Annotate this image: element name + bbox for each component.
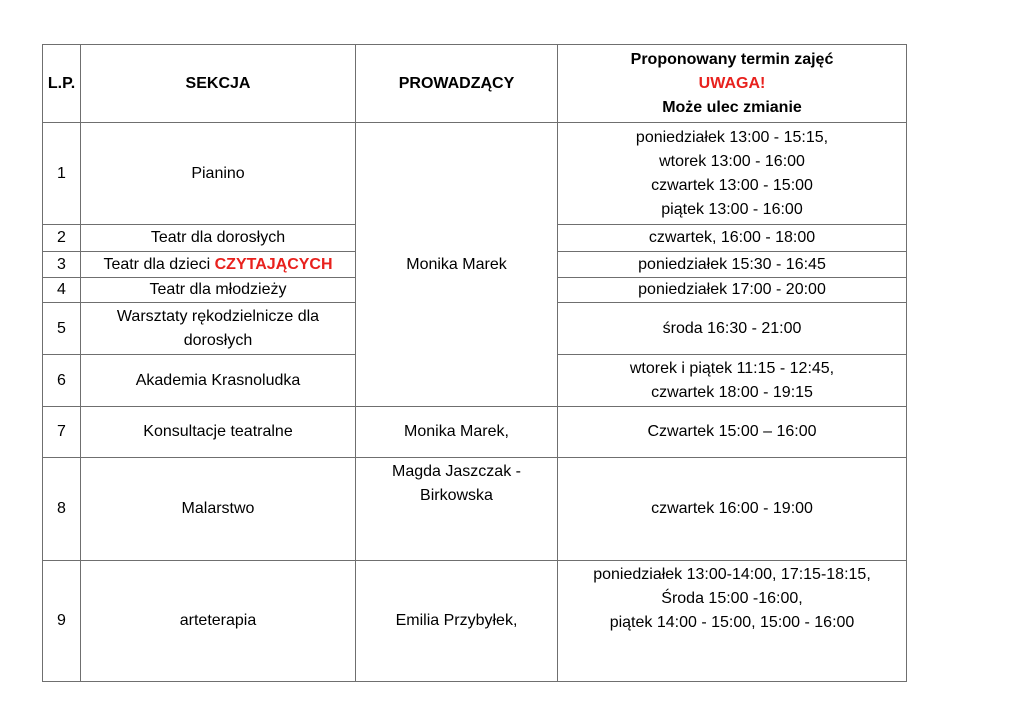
header-term-warning: UWAGA! bbox=[698, 74, 766, 92]
row-term: czwartek 16:00 - 19:00 bbox=[558, 458, 907, 561]
row-lp: 4 bbox=[43, 278, 81, 303]
table-row bbox=[43, 458, 907, 561]
header-lp: L.P. bbox=[43, 45, 81, 123]
header-term bbox=[558, 45, 907, 123]
row-term: czwartek, 16:00 - 18:00 bbox=[558, 225, 907, 252]
section-text: Teatr dla dzieci bbox=[103, 255, 215, 273]
header-term-title: Proponowany termin zajęć bbox=[630, 50, 834, 68]
row-lp: 5 bbox=[43, 303, 81, 355]
row-instructor bbox=[356, 458, 558, 561]
row-instructor: Monika Marek, bbox=[356, 407, 558, 458]
term-line: piątek 13:00 - 16:00 bbox=[661, 200, 803, 218]
instructor-line: Birkowska bbox=[420, 487, 493, 504]
term-line: wtorek i piątek 11:15 - 12:45, bbox=[629, 359, 835, 377]
row-section: Konsultacje teatralne bbox=[81, 407, 356, 458]
table-row bbox=[43, 123, 907, 225]
row-section: Malarstwo bbox=[81, 458, 356, 561]
row-lp: 2 bbox=[43, 225, 81, 252]
row-section bbox=[81, 252, 356, 278]
row-section: Pianino bbox=[81, 123, 356, 225]
row-instructor-merged: Monika Marek bbox=[356, 123, 558, 407]
instructor-line: Magda Jaszczak - bbox=[392, 463, 521, 480]
term-line: wtorek 13:00 - 16:00 bbox=[659, 152, 805, 170]
header-section: SEKCJA bbox=[81, 45, 356, 123]
table-row bbox=[43, 561, 907, 682]
row-section: Teatr dla młodzieży bbox=[81, 278, 356, 303]
row-lp: 8 bbox=[43, 458, 81, 561]
term-line: czwartek 18:00 - 19:15 bbox=[651, 383, 813, 401]
row-term: poniedziałek 17:00 - 20:00 bbox=[558, 278, 907, 303]
term-line: piątek 14:00 - 15:00, 15:00 - 16:00 bbox=[609, 614, 855, 631]
section-line: Warsztaty rękodzielnicze dla bbox=[116, 307, 320, 325]
row-section: Akademia Krasnoludka bbox=[81, 355, 356, 407]
term-line: Środa 15:00 -16:00, bbox=[661, 590, 803, 607]
header-row bbox=[43, 45, 907, 123]
row-lp: 6 bbox=[43, 355, 81, 407]
term-line: poniedziałek 13:00-14:00, 17:15-18:15, bbox=[593, 566, 871, 583]
row-lp: 7 bbox=[43, 407, 81, 458]
row-term bbox=[558, 355, 907, 407]
row-term bbox=[558, 123, 907, 225]
header-instructor: PROWADZĄCY bbox=[356, 45, 558, 123]
row-term: poniedziałek 15:30 - 16:45 bbox=[558, 252, 907, 278]
row-section: Teatr dla dorosłych bbox=[81, 225, 356, 252]
term-line: czwartek 13:00 - 15:00 bbox=[651, 176, 813, 194]
row-lp: 1 bbox=[43, 123, 81, 225]
row-term bbox=[558, 561, 907, 682]
row-lp: 9 bbox=[43, 561, 81, 682]
row-instructor: Emilia Przybyłek, bbox=[356, 561, 558, 682]
section-highlight: CZYTAJĄCYCH bbox=[214, 255, 333, 273]
section-line: dorosłych bbox=[183, 331, 253, 349]
row-section: arteterapia bbox=[81, 561, 356, 682]
table-row bbox=[43, 407, 907, 458]
schedule-table bbox=[42, 44, 907, 682]
term-line: poniedziałek 13:00 - 15:15, bbox=[635, 128, 829, 146]
row-section bbox=[81, 303, 356, 355]
row-lp: 3 bbox=[43, 252, 81, 278]
row-term: środa 16:30 - 21:00 bbox=[558, 303, 907, 355]
row-term: Czwartek 15:00 – 16:00 bbox=[558, 407, 907, 458]
header-term-note: Może ulec zmianie bbox=[662, 98, 802, 116]
